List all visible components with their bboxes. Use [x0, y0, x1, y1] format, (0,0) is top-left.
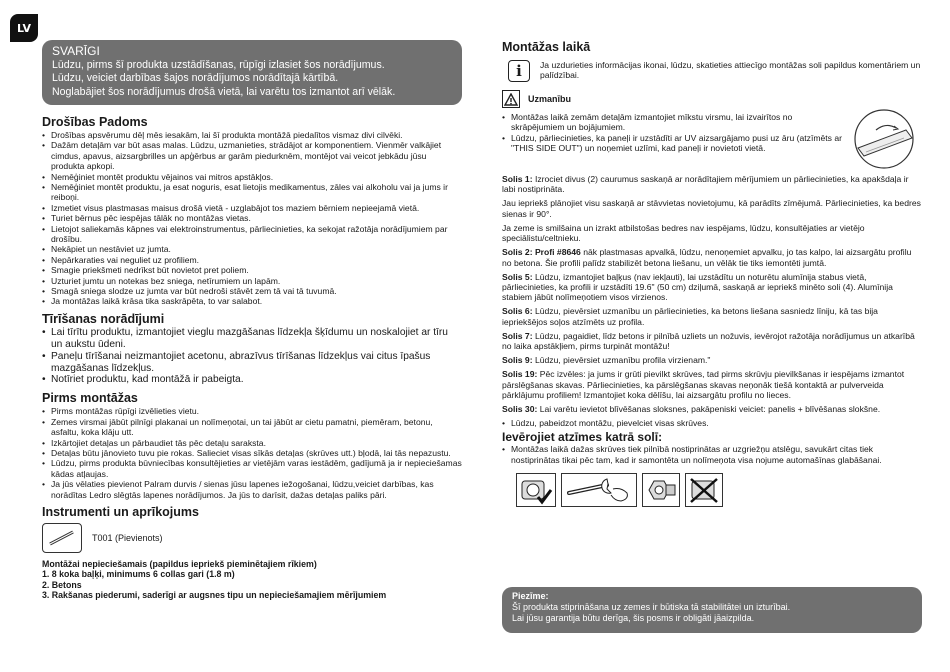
- step-label: Solis 5:: [502, 271, 533, 282]
- important-line: Noglabājiet šos norādījumus drošā vietā, lai varētu tos izmantot arī vēlāk.: [52, 85, 396, 98]
- safety-title: Drošības Padoms: [42, 114, 148, 129]
- required-item: 3. Rakšanas piederumi, saderīgi ar augsnes tipu un nepieciešamajiem mērījumiem: [42, 590, 387, 601]
- step-label: Solis 2: Profi #8646: [502, 247, 581, 258]
- list-item: • Izkārtojiet detaļas un pārbaudiet tās pēc detaļu saraksta.: [42, 438, 462, 448]
- step-text: nāk plastmasas apvalkā, lūdzu, nenoņemiet apvalku, jo tas kalpo, lai aizsargātu profilu no betona. Šie profili palīdz stabilizēt betona liešanu, un vēlāk tie tiks iemontēti jumtā.: [502, 247, 912, 268]
- tools-title: Instrumenti un aprīkojums: [42, 504, 199, 519]
- list-item: • Lūdzu, pabeidzot montāžu, pievelciet visas skrūves.: [502, 418, 922, 428]
- list-item: • Smagā sniega slodze uz jumta var būt nedroši stāvēt zem tā vai tā tuvumā.: [42, 286, 462, 296]
- list-item: • Ja montāžas laikā krāsa tika saskrāpēta, to var salabot.: [42, 296, 462, 306]
- caution-body: [502, 112, 922, 170]
- step-text: Pēc izvēles: ja jums ir grūti pievilkt skrūves, tad pirms skrūvju pievilkšanas ir iespējams izmantot pārslēgšanas skavas. Pārliecinieties, ka pārslēgšanas skavas neņonāk tiešā kontaktā ar pulverveida pārklājumu profiliem! Izmantojiet koka dēlīšu, lai aizsargātu profilu no lieces.: [502, 369, 905, 401]
- safety-section: [42, 115, 462, 307]
- list-item: • Zemes virsmai jābūt pilnīgi plakanai un nolīmeņotai, un tai jābūt ar cietu pamatni, piemēram, betonu, asfaltu, koka klāju utt.: [42, 417, 462, 438]
- caution-list: [502, 112, 842, 170]
- step-paragraph: [502, 223, 922, 244]
- required-item: 1. 8 koka baļķi, minimums 6 collas gari (1.8 m): [42, 569, 235, 580]
- list-item: • Drošības apsvērumu dēļ mēs iesakām, lai šī produkta montāžā piedalītos vismaz divi cilvēki.: [42, 130, 462, 140]
- step-paragraph: [502, 355, 922, 365]
- step-text: Lūdzu, pievērsiet uzmanību un pārliecinieties, ka betons liešana sasniedz līniju, kā tas bija iepriekšējos soļos atzīmēts uz profila.: [502, 306, 878, 327]
- list-item: • Notīriet produktu, kad montāžā ir pabeigta.: [42, 374, 462, 386]
- list-item: • Smagie priekšmeti nedrīkst būt novietot pret poliem.: [42, 265, 462, 275]
- cleaning-section: [42, 312, 462, 387]
- step-paragraph: [502, 331, 922, 352]
- step-paragraph: [502, 306, 922, 327]
- list-item: • Nekāpiet un nestāviet uz jumta.: [42, 244, 462, 254]
- note-box: [502, 587, 922, 633]
- important-title: SVARĪGI: [52, 44, 100, 58]
- list-item: • Ja jūs vēlaties pievienot Palram durvis / sienas jūsu lapenes iežogošanai, lūdzu,veiciet darbības, kas norādītas Ledro slēgtās lapenes norādījumos. Ja jūs to darīsit, dažas detaļas paliks pāri.: [42, 479, 462, 500]
- during-title: Montāžas laikā: [502, 40, 591, 54]
- step-text: Lai varētu ievietot blīvēšanas sloksnes, pakāpeniski veiciet: panelis + blīvēšanas slokšne.: [537, 404, 881, 415]
- tool-label: T001 (Pievienots): [92, 532, 163, 543]
- step-label: Solis 30:: [502, 404, 538, 415]
- cleaning-title: Tīrīšanas norādījumi: [42, 311, 165, 326]
- required-item: 2. Betons: [42, 579, 82, 590]
- tool-bit-icon: [42, 523, 82, 553]
- list-item: • Pirms montāžas rūpīgi izvēlieties vietu.: [42, 406, 462, 416]
- safety-list: [42, 130, 462, 307]
- info-icon: i: [508, 60, 530, 82]
- note-line: Šī produkta stiprināšana uz zemes ir būtiska tā stabilitātei un izturībai.: [512, 602, 791, 612]
- important-line: Lūdzu, veiciet darbības šajos norādījumos norādītajā kārtībā.: [52, 72, 339, 85]
- step-label: Solis 9:: [502, 355, 533, 366]
- step-paragraph: [502, 247, 922, 268]
- step-text: Lūdzu, izmantojiet baļķus (nav iekļauti), lai uzstādītu un noturētu alumīnija stabus vietā, pārliecinieties, ka profili ir uzstādīti 19.6" (50 cm) dziļumā, saskaņā ar iepriekš minēto soli (4). Alumīnija stabiem jābūt nolīmeņotiem visos virzienos.: [502, 271, 893, 303]
- info-note: [502, 60, 922, 82]
- list-item: • Turiet bērnus pēc iespējas tālāk no montāžas vietas.: [42, 213, 462, 223]
- important-line: Lūdzu, pirms šī produkta uzstādīšanas, rūpīgi izlasiet šos norādījumus.: [52, 59, 385, 71]
- step-text: Jau iepriekš plānojiet visu saskaņā ar stāvvietas novietojumu, kā parādīts zīmējumā. Pārliecinieties, ka bedres sienas ir 90°.: [502, 198, 921, 219]
- info-text: Ja uzdurieties informācijas ikonai, lūdzu, skatieties attiecīgo montāžas soli papildus komentāriem un palīdzībai.: [540, 60, 921, 81]
- list-item: • Dažām detaļām var būt asas malas. Lūdzu, uzmanieties, strādājot ar komponentiem. Vienmēr valkājiet cimdus, apavus, aizsargbrilles un apģērbus ar garām piedurknēm, montējot vai veicot jebkādu jūsu produkta apkopi.: [42, 140, 462, 171]
- step-text: Ja zeme is smilšaina un izrakt atbilstošas bedres nav iespējams, lūdzu, konsultējaties ar vietējo speciālistu/celtnieku.: [502, 222, 865, 244]
- steps-block: [502, 174, 922, 428]
- bolt-tightened-check-icon: [516, 473, 556, 507]
- language-badge: LV: [10, 14, 38, 42]
- tip-list: [502, 444, 922, 465]
- step-text: Izrociet divus (2) caurumus saskaņā ar norādītajiem mērījumiem un pārliecinieties, ka apakšdaļa ir labi nostiprināta.: [502, 174, 909, 195]
- step-label: Solis 1:: [502, 174, 533, 184]
- before-list: [42, 406, 462, 500]
- list-item: • Montāžas laikā dažas skrūves tiek pilnībā nostiprinātas ar uzgriežņu atslēgu, savukārt citas tiek nostiprinātas tikai pēc tam, kad ir samontēta un nolīmeņota visa nojume automašīnas glabāšanai.: [502, 444, 922, 465]
- before-title: Pirms montāžas: [42, 391, 138, 406]
- before-assembly-section: [42, 391, 462, 500]
- list-item: • Uzturiet jumtu un notekas bez sniega, netīrumiem un lapām.: [42, 276, 462, 286]
- step-paragraph: [502, 174, 922, 195]
- warning-triangle-icon: [502, 90, 520, 108]
- note-title: Piezīme:: [512, 591, 549, 601]
- step-paragraph: [502, 404, 922, 414]
- list-item: • Detaļas būtu jānovieto tuvu pie rokas. Salieciet visas sīkās detaļas (skrūves utt.) bļodā, lai tās nepazustu.: [42, 448, 462, 458]
- left-column: [42, 40, 462, 606]
- list-item: • Lūdzu, pārliecinieties, ka paneļi ir uzstādīti ar UV aizsargājamo pusi uz āru (atzīmēts ar "THIS SIDE OUT") un noņemiet uzlīmi, kad paneļi ir novietoti vietā.: [502, 133, 842, 154]
- step-text: Lūdzu, pievērsiet uzmanību profila virzienam.": [532, 355, 711, 366]
- cleaning-list: [42, 327, 462, 387]
- list-item: • Nepārkaraties vai neguliet uz profiliem.: [42, 255, 462, 265]
- list-item: • Lūdzu, pirms produkta būvniecības konsultējieties ar vietējām varas iestādēm, gadījumā ja ir nepieciešamas kādas atļaujas.: [42, 458, 462, 479]
- tools-section: [42, 505, 462, 601]
- wrench-hand-icon: [561, 473, 637, 507]
- list-item: • Lietojot saliekamās kāpnes vai elektroinstrumentus, pārliecinieties, ka sekojat ražotāja norādījumiem par drošību.: [42, 224, 462, 245]
- bolt-loose-cross-icon: [685, 473, 723, 507]
- step-label: Solis 6:: [502, 306, 533, 317]
- step-label: Solis 19:: [502, 369, 538, 380]
- tip-title: Ievērojiet atzīmes katrā solī:: [502, 430, 663, 445]
- nut-bolt-icon: [642, 473, 680, 507]
- list-item: • Nemēģiniet montēt produktu, ja esat noguris, esat lietojis medikamentus, zāles vai alkoholu vai ja jums ir reiboņi.: [42, 182, 462, 203]
- list-item: • Paneļu tīrīšanai neizmantojiet acetonu, abrazīvus tīrīšanas līdzekļus vai citus īpašus mazgāšanas līdzekļus.: [42, 351, 462, 375]
- right-column: [502, 40, 922, 507]
- note-line: Lai jūsu garantija būtu derīga, šis posms ir obligāti jāaizpilda.: [512, 613, 755, 623]
- list-item: • Montāžas laikā zemām detaļām izmantojiet mīkstu virsmu, lai izvairītos no skrāpējumiem un bojājumiem.: [502, 112, 842, 133]
- required-title: Montāžai nepieciešamais (papildus iepriekš pieminētajiem rīkiem): [42, 558, 317, 569]
- list-item: • Nemēģiniet montēt produktu vējainos vai mitros apstākļos.: [42, 172, 462, 182]
- step-paragraph: [502, 369, 922, 400]
- list-item: • Izmetiet visus plastmasas maisus drošā vietā - uzglabājot tos maziem bērniem nepieejamā vietā.: [42, 203, 462, 213]
- step-paragraph: [502, 272, 922, 303]
- screw-legend: [516, 473, 922, 507]
- caution-header: [502, 90, 922, 108]
- step-text: Lūdzu, pagaidiet, līdz betons ir pilnībā uzliets un nožuvis, ievērojot ražotāja norādījumus un atkarībā no laika apstākļiem, pirms turpināt montāžu!: [502, 330, 915, 352]
- list-item: • Lai tīrītu produktu, izmantojiet vieglu mazgāšanas līdzekļa šķīdumu un noskalojiet ar tīru un aukstu ūdeni.: [42, 327, 462, 351]
- panel-peel-illustration-icon: [846, 108, 922, 170]
- important-notice: [42, 40, 462, 105]
- caution-title: Uzmanību: [528, 94, 572, 104]
- steps-bullet-list: [502, 418, 922, 428]
- step-label: Solis 7:: [502, 330, 533, 341]
- step-paragraph: [502, 198, 922, 219]
- tool-item: [42, 523, 462, 553]
